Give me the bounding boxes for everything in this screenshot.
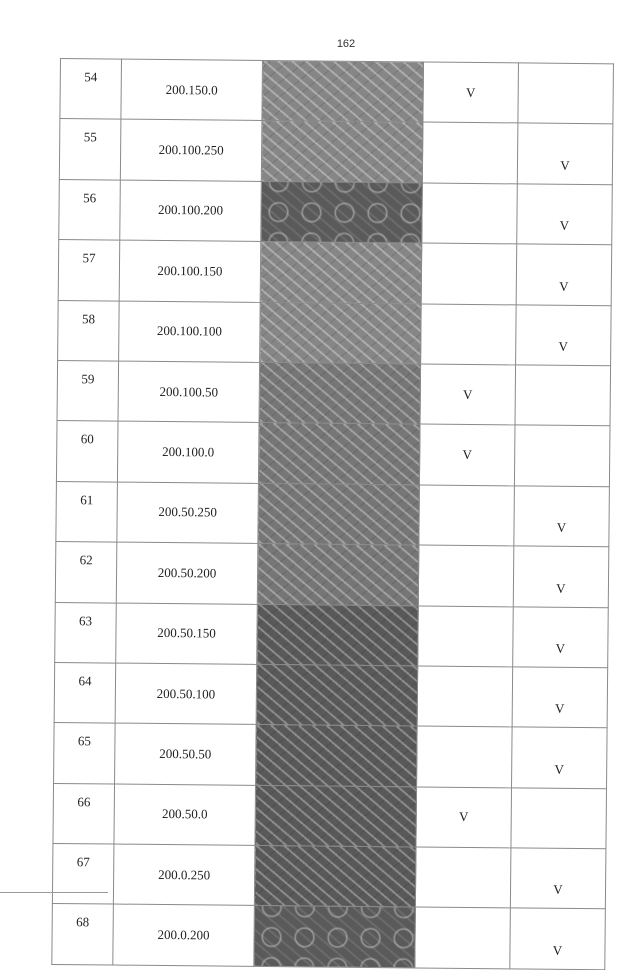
- mark-cell-b: V: [517, 184, 613, 245]
- footer-divider: [0, 892, 108, 893]
- row-number-cell: [60, 59, 122, 120]
- code-cell: 200.0.200: [113, 905, 255, 967]
- mark-cell-a: [417, 666, 513, 727]
- pattern-swatch-image: [256, 791, 416, 842]
- pattern-swatch-cell: [257, 604, 419, 666]
- pattern-swatch-cell: [257, 544, 419, 606]
- row-number: 57: [82, 250, 96, 266]
- mark-cell-a: [415, 847, 511, 908]
- table-row: [57, 360, 611, 426]
- row-number: 62: [79, 552, 93, 568]
- table-row: [59, 119, 613, 185]
- row-number: 58: [81, 310, 96, 326]
- mark-cell-a: V: [416, 787, 512, 848]
- table-row: [56, 421, 610, 487]
- mark-cell-a: [422, 183, 518, 244]
- pattern-swatch-image: [260, 308, 420, 359]
- mark-cell-a: [417, 726, 513, 787]
- pattern-swatch-image: [262, 127, 422, 178]
- pattern-swatch-cell: [256, 725, 418, 787]
- row-number: 59: [81, 371, 95, 387]
- mark-cell-a: [419, 485, 515, 546]
- mark-cell-a: V: [419, 424, 515, 485]
- row-number: 61: [80, 491, 94, 508]
- mark-cell-b: V: [514, 486, 610, 547]
- pattern-swatch-cell: [254, 906, 416, 968]
- table-row: [55, 602, 609, 668]
- row-number-cell: [56, 481, 118, 542]
- mark-cell-a: [418, 605, 514, 666]
- row-number: 56: [83, 190, 97, 206]
- row-number: 64: [78, 673, 92, 689]
- pattern-swatch-image: [257, 670, 417, 721]
- row-number-cell: [59, 119, 121, 180]
- code-cell: 200.100.100: [119, 301, 261, 363]
- code-cell: 200.50.150: [116, 603, 258, 665]
- pattern-swatch-cell: [260, 302, 422, 364]
- row-number: 55: [83, 129, 97, 145]
- pattern-swatch-image: [260, 368, 420, 419]
- row-number-cell: [54, 723, 116, 784]
- code-cell: 200.100.200: [120, 180, 262, 242]
- code-cell: 200.50.250: [117, 482, 259, 544]
- pattern-swatch-cell: [261, 181, 423, 243]
- mark-cell-a: [421, 243, 517, 304]
- table-row: [52, 904, 606, 970]
- row-number-cell: [56, 421, 118, 482]
- row-number-cell: [57, 360, 119, 421]
- row-number-cell: [55, 602, 117, 663]
- pattern-swatch-cell: [254, 845, 416, 907]
- mark-cell-b: V: [513, 546, 609, 607]
- pattern-swatch-image: [259, 428, 419, 479]
- table-row: [53, 783, 607, 849]
- row-number: 63: [79, 612, 93, 628]
- pattern-swatch-image: [258, 489, 418, 540]
- pattern-swatch-image: [258, 549, 418, 600]
- mark-cell-a: [421, 304, 517, 365]
- pattern-swatch-cell: [258, 483, 420, 545]
- row-number-cell: [52, 904, 114, 965]
- pattern-swatch-cell: [260, 242, 422, 304]
- pattern-swatch-image: [261, 247, 421, 298]
- row-number: 67: [76, 854, 90, 870]
- pattern-swatch-cell: [256, 664, 418, 726]
- table-row: [58, 300, 612, 366]
- pattern-swatch-cell: [255, 785, 417, 847]
- table-row: [52, 844, 606, 910]
- row-number-cell: [53, 783, 115, 844]
- code-cell: 200.150.0: [121, 59, 263, 121]
- code-cell: 200.50.100: [115, 663, 257, 725]
- table-row: [54, 723, 608, 789]
- pattern-swatch-image: [255, 851, 415, 902]
- table-row: [54, 662, 608, 728]
- mark-cell-a: [422, 122, 518, 183]
- row-number-cell: [58, 240, 120, 301]
- row-number: 60: [80, 431, 94, 447]
- code-cell: 200.50.200: [116, 542, 258, 604]
- mark-cell-b: V: [517, 123, 613, 184]
- row-number: 66: [77, 793, 91, 810]
- pattern-swatch-image: [262, 66, 422, 117]
- pattern-swatch-cell: [259, 362, 421, 424]
- row-number-cell: [54, 662, 116, 723]
- row-number-cell: [52, 844, 114, 905]
- table-row: [60, 59, 614, 125]
- row-number-cell: [55, 542, 117, 603]
- mark-cell-a: [415, 907, 511, 968]
- pattern-swatch-image: [254, 912, 414, 963]
- pattern-swatch-image: [256, 730, 416, 781]
- mark-cell-a: V: [420, 364, 516, 425]
- table-row: [59, 179, 613, 245]
- mark-cell-b: V: [516, 304, 612, 365]
- pattern-swatch-image: [261, 187, 421, 238]
- mark-cell-b: V: [516, 244, 612, 305]
- page-number: 162: [336, 38, 356, 50]
- row-number: 54: [84, 69, 98, 85]
- table-row: [56, 481, 610, 547]
- mark-cell-b: [518, 63, 614, 124]
- pattern-swatch-image: [257, 610, 417, 661]
- mark-cell-a: [418, 545, 514, 606]
- mark-cell-b: V: [512, 667, 608, 728]
- mark-cell-b: V: [513, 606, 609, 667]
- code-cell: 200.100.50: [118, 361, 260, 423]
- row-number-cell: [58, 300, 120, 361]
- pattern-swatch-cell: [261, 121, 423, 183]
- mark-cell-b: [515, 365, 611, 426]
- code-cell: 200.50.0: [114, 784, 256, 846]
- mark-cell-b: V: [510, 908, 606, 969]
- mark-cell-b: V: [512, 727, 608, 788]
- code-cell: 200.100.0: [117, 421, 259, 483]
- mark-cell-b: [514, 425, 610, 486]
- mark-cell-b: V: [510, 848, 606, 909]
- code-cell: 200.0.250: [113, 844, 255, 906]
- data-table: [51, 58, 614, 970]
- row-number: 68: [76, 914, 90, 930]
- mark-cell-a: V: [423, 62, 519, 123]
- table-row: [55, 542, 609, 608]
- code-cell: 200.100.250: [120, 119, 262, 181]
- row-number-cell: [59, 179, 121, 240]
- code-cell: 200.100.150: [119, 240, 261, 302]
- table-row: [58, 240, 612, 306]
- row-number: 65: [77, 733, 92, 749]
- table-body: [52, 59, 614, 970]
- mark-cell-b: [511, 788, 607, 849]
- pattern-swatch-cell: [258, 423, 420, 485]
- code-cell: 200.50.50: [115, 723, 257, 785]
- pattern-swatch-cell: [262, 60, 424, 122]
